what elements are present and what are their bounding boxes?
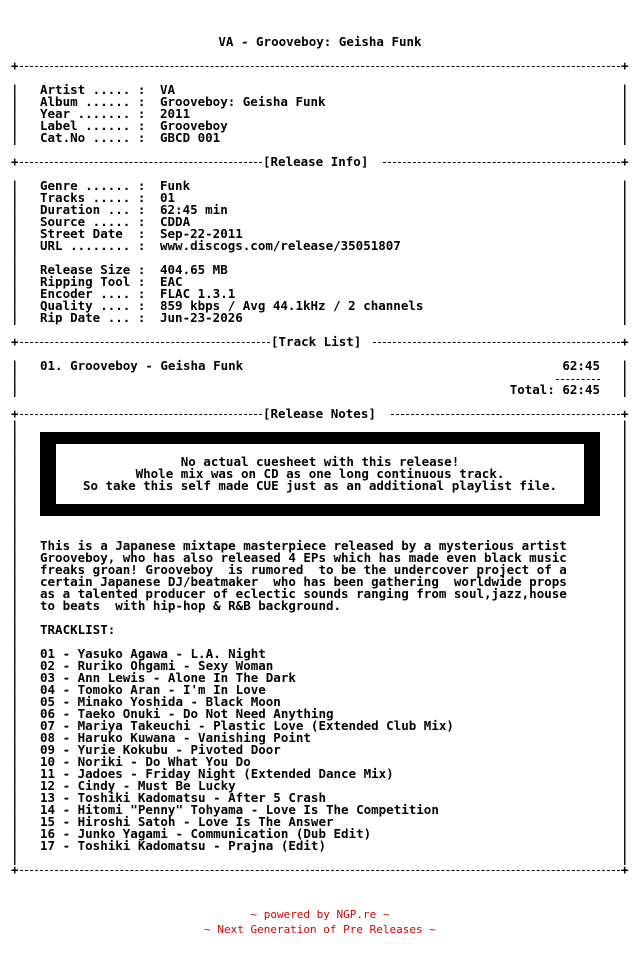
info-key: Duration ... :: [40, 202, 146, 217]
detail-row-artist: | Artist ..... : VA |: [11, 82, 629, 97]
notes-left-border: | | | | | | | | | | | | | | | | | | | | | | | | | | | | | | | | | | | | |: [11, 418, 19, 865]
tracklist-item: 08 - Haruko Kuwana - Vanishing Point: [40, 730, 311, 745]
detail-value: Grooveboy: [160, 118, 228, 133]
detail-value: Grooveboy: Geisha Funk: [160, 94, 326, 109]
total-duration: Total: 62:45: [509, 382, 600, 397]
section-heading-track-list: [Track List]: [271, 334, 362, 349]
top-border: + +: [11, 58, 629, 73]
section-divider-track-list: + [Track List] +: [11, 334, 629, 349]
rip-value: 859 kbps / Avg 44.1kHz / 2 channels: [160, 298, 424, 313]
description-line: to beats with hip-hop & R&B background.: [40, 598, 342, 613]
total-rule-row: | |: [11, 370, 629, 385]
detail-key: Label ...... :: [40, 118, 146, 133]
rip-value: EAC: [160, 274, 183, 289]
detail-key: Year ....... :: [40, 106, 146, 121]
description-line: as a talented producer of eclectic sounds ranging from soul,jazz,house: [40, 586, 567, 601]
detail-row-year: | Year ....... : 2011 |: [11, 106, 629, 121]
rip-row-date: | Rip Date ... : Jun-23-2026 |: [11, 310, 629, 325]
info-row-genre: | Genre ...... : Funk |: [11, 178, 629, 193]
release-url-link[interactable]: www.discogs.com/release/35051807: [160, 238, 401, 253]
info-value: 62:45 min: [160, 202, 228, 217]
detail-value: GBCD 001: [160, 130, 221, 145]
rip-row-size: | Release Size : 404.65 MB |: [11, 262, 629, 277]
info-value: CDDA: [160, 214, 191, 229]
tracklist-item: 12 - Cindy - Must Be Lucky: [40, 778, 236, 793]
tracklist-heading: TRACKLIST:: [40, 622, 116, 637]
rip-key: Quality .... :: [40, 298, 146, 313]
description-line: certain Japanese DJ/beatmaker who has been gathering worldwide props: [40, 574, 567, 589]
notes-right-border: | | | | | | | | | | | | | | | | | | | | | | | | | | | | | | | | | | | | |: [621, 418, 629, 865]
rip-row-tool: | Ripping Tool : EAC |: [11, 274, 629, 289]
section-heading-release-notes: [Release Notes]: [263, 406, 376, 421]
info-row-source: | Source ..... : CDDA |: [11, 214, 629, 229]
detail-row-label: | Label ...... : Grooveboy |: [11, 118, 629, 133]
tracklist-item: 03 - Ann Lewis - Alone In The Dark: [40, 670, 296, 685]
rip-key: Ripping Tool :: [40, 274, 146, 289]
detail-key: Album ...... :: [40, 94, 146, 109]
tracklist-item: 02 - Ruriko Ohgami - Sexy Woman: [40, 658, 274, 673]
rip-value: FLAC 1.3.1: [160, 286, 236, 301]
footer-powered-by[interactable]: ~ powered by NGP.re ~: [250, 908, 390, 921]
tracklist-item: 16 - Junko Yagami - Communication (Dub Edit): [40, 826, 372, 841]
info-key: Genre ...... :: [40, 178, 146, 193]
tracklist-item: 09 - Yurie Kokubu - Pivoted Door: [40, 742, 281, 757]
info-key: Source ..... :: [40, 214, 146, 229]
rip-key: Encoder .... :: [40, 286, 146, 301]
track-row: | 01. Grooveboy - Geisha Funk 62:45 |: [11, 358, 629, 373]
cue-notice-box: [40, 432, 600, 516]
tracklist-item: 10 - Noriki - Do What You Do: [40, 754, 251, 769]
section-divider-release-notes: + [Release Notes] +: [11, 406, 629, 421]
notice-line: So take this self made CUE just as an additional playlist file.: [82, 478, 558, 493]
info-value: Sep-22-2011: [160, 226, 243, 241]
rip-value: Jun-23-2026: [160, 310, 243, 325]
tracklist-item: 05 - Minako Yoshida - Black Moon: [40, 694, 281, 709]
rip-row-encoder: | Encoder .... : FLAC 1.3.1 |: [11, 286, 629, 301]
track-time: 62:45: [562, 358, 600, 373]
info-key: Tracks ..... :: [40, 190, 146, 205]
info-row-url: | URL ........ : www.discogs.com/release/35051807 |: [11, 238, 629, 253]
notice-line: Whole mix was on CD as one long continuous track.: [135, 466, 505, 481]
info-key: Street Date :: [40, 226, 146, 241]
detail-row-album: | Album ...... : Grooveboy: Geisha Funk |: [11, 94, 629, 109]
rip-row-quality: | Quality .... : 859 kbps / Avg 44.1kHz / 2 channels |: [11, 298, 629, 313]
detail-value: 2011: [160, 106, 191, 121]
track-title: 01. Grooveboy - Geisha Funk: [40, 358, 244, 373]
description-line: This is a Japanese mixtape masterpiece released by a mysterious artist: [40, 538, 567, 553]
tracklist-item: 17 - Toshiki Kadomatsu - Prajna (Edit): [40, 838, 326, 853]
info-key: URL ........ :: [40, 238, 146, 253]
description-line: freaks groan! Grooveboy is rumored to be the undercover project of a: [40, 562, 567, 577]
total-row: | Total: 62:45 |: [11, 382, 629, 397]
section-divider-release-info: + [Release Info] +: [11, 154, 629, 169]
rip-key: Rip Date ... :: [40, 310, 146, 325]
info-row-duration: | Duration ... : 62:45 min |: [11, 202, 629, 217]
info-value: Funk: [160, 178, 191, 193]
release-title-row: [0, 36, 640, 48]
tracklist-heading-row: [0, 624, 640, 636]
tracklist-item: 11 - Jadoes - Friday Night (Extended Dance Mix): [40, 766, 394, 781]
tracklist-item: 07 - Mariya Takeuchi - Plastic Love (Extended Club Mix): [40, 718, 454, 733]
description-line: Grooveboy, who has also released 4 EPs which has made even black music: [40, 550, 567, 565]
section-heading-release-info: [Release Info]: [263, 154, 369, 169]
detail-row-catno: | Cat.No ..... : GBCD 001 |: [11, 130, 629, 145]
release-title: VA - Grooveboy: Geisha Funk: [218, 34, 422, 49]
footer-tagline: ~ Next Generation of Pre Releases ~: [204, 923, 436, 936]
tracklist-item: 15 - Hiroshi Satoh - Love Is The Answer: [40, 814, 334, 829]
tracklist-item: 04 - Tomoko Aran - I'm In Love: [40, 682, 266, 697]
detail-key: Artist ..... :: [40, 82, 146, 97]
info-row-street-date: | Street Date : Sep-22-2011 |: [11, 226, 629, 241]
info-value: 01: [160, 190, 176, 205]
tracklist-item: 06 - Taeko Onuki - Do Not Need Anything: [40, 706, 334, 721]
tracklist-item: 14 - Hitomi "Penny" Tohyama - Love Is The Competition: [40, 802, 439, 817]
notice-line: No actual cuesheet with this release!: [180, 454, 460, 469]
tracklist-item: 13 - Toshiki Kadomatsu - After 5 Crash: [40, 790, 326, 805]
detail-value: VA: [160, 82, 176, 97]
tracklist-item: 01 - Yasuko Agawa - L.A. Night: [40, 646, 266, 661]
rip-key: Release Size :: [40, 262, 146, 277]
rip-value: 404.65 MB: [160, 262, 228, 277]
info-row-tracks: | Tracks ..... : 01 |: [11, 190, 629, 205]
blank-row: | |: [11, 250, 629, 265]
detail-key: Cat.No ..... :: [40, 130, 146, 145]
bottom-border: + +: [11, 862, 629, 877]
